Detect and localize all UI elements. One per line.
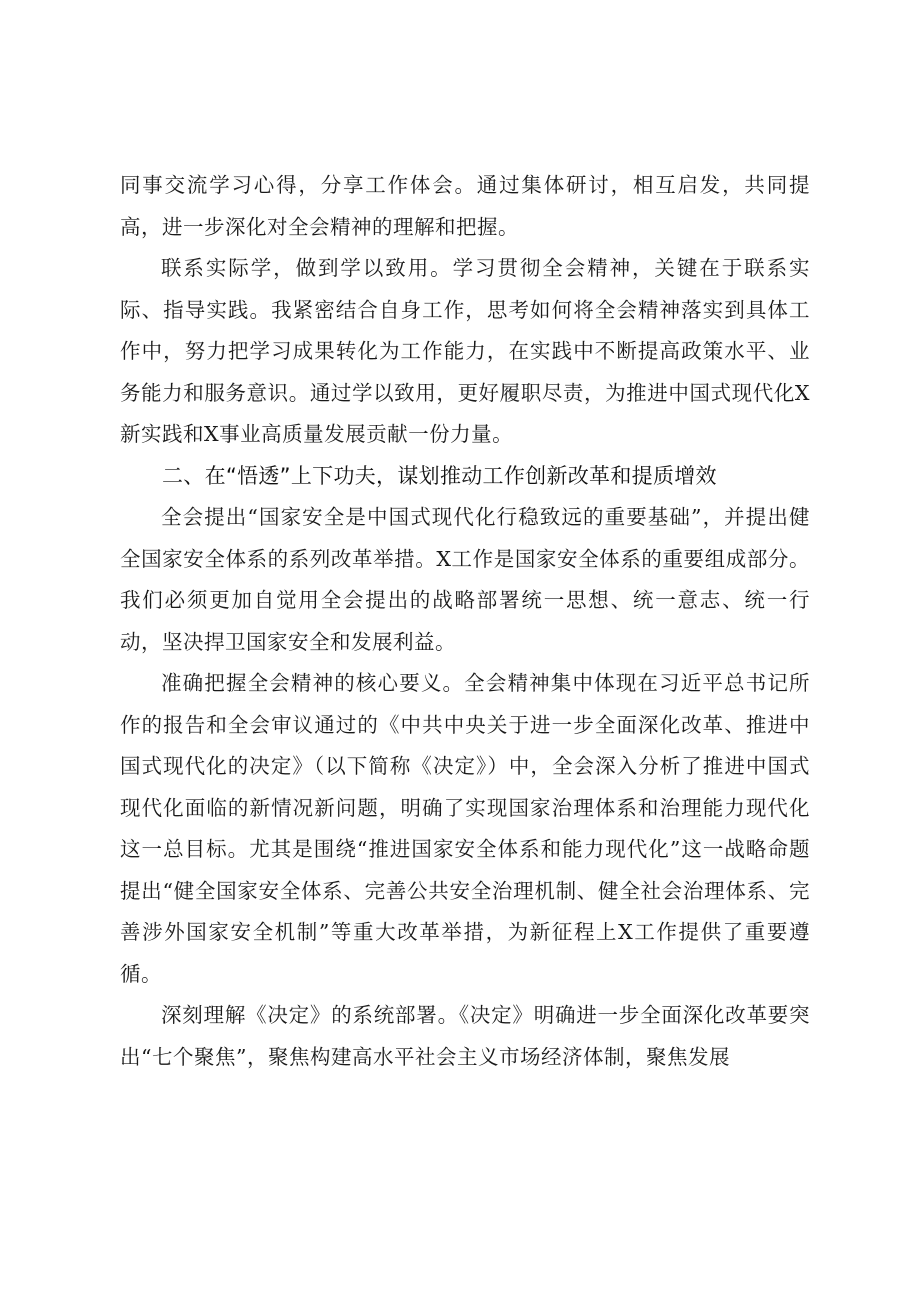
paragraph-continued: 同事交流学习心得，分享工作体会。通过集体研讨，相互启发，共同提高，进一步深化对全会精神的理解和把握。 bbox=[120, 173, 810, 239]
paragraph-national-security: 全会提出“国家安全是中国式现代化行稳致远的重要基础”，并提出健全国家安全体系的系列改革举措。X工作是国家安全体系的重要组成部分。我们必须更加自觉用全会提出的战略部署统一思想、统一意志、统一行动，坚决捍卫国家安全和发展利益。 bbox=[120, 505, 810, 654]
paragraph-system-deployment: 深刻理解《决定》的系统部署。《决定》明确进一步全面深化改革要突出“七个聚焦”，聚焦构建高水平社会主义市场经济体制，聚焦发展 bbox=[120, 1003, 810, 1069]
section-heading-2: 二、在“悟透”上下功夫，谋划推动工作创新改革和提质增效 bbox=[162, 463, 717, 488]
paragraph-practice-study: 联系实际学，做到学以致用。学习贯彻全会精神，关键在于联系实际、指导实践。我紧密结合自身工作，思考如何将全会精神落实到具体工作中，努力把学习成果转化为工作能力，在实践中不断提高政策水平、业务能力和服务意识。通过学以致用，更好履职尽责，为推进中国式现代化X新实践和X事业高质量发展贡献一份力量。 bbox=[120, 256, 810, 446]
document-body bbox=[120, 165, 810, 1078]
paragraph-core-essence: 准确把握全会精神的核心要义。全会精神集中体现在习近平总书记所作的报告和全会审议通过的《中共中央关于进一步全面深化改革、推进中国式现代化的决定》（以下简称《决定》）中，全会深入分析了推进中国式现代化面临的新情况新问题，明确了实现国家治理体系和治理能力现代化这一总目标。尤其是围绕“推进国家安全体系和能力现代化”这一战略命题提出“健全国家安全体系、完善公共安全治理机制、健全社会治理体系、完善涉外国家安全机制”等重大改革举措，为新征程上X工作提供了重要遵循。 bbox=[120, 671, 810, 986]
